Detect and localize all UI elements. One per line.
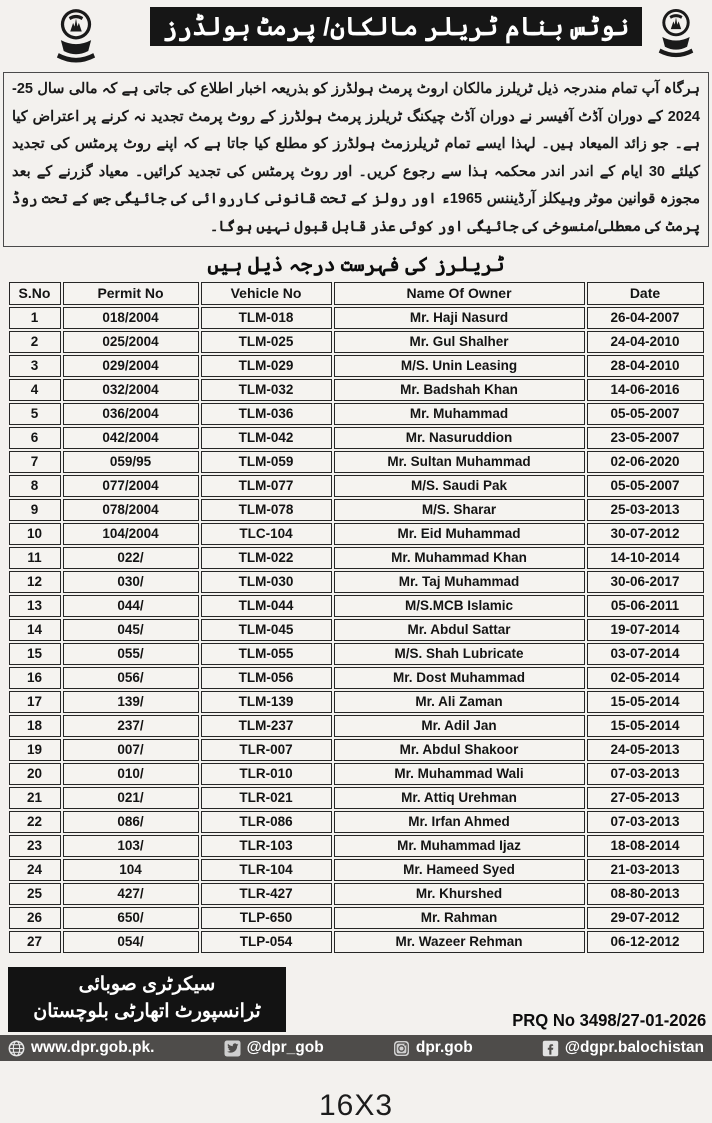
- permit-cell: 032/2004: [63, 379, 199, 401]
- date-cell: 26-04-2007: [587, 307, 704, 329]
- owner-cell: Mr. Nasuruddion: [334, 427, 585, 449]
- table-row: [9, 427, 704, 449]
- date-cell: 24-05-2013: [587, 739, 704, 761]
- permit-cell: 086/: [63, 811, 199, 833]
- table-row: [9, 907, 704, 929]
- owner-cell: Mr. Wazeer Rehman: [334, 931, 585, 953]
- twitter-bird-icon: [224, 1040, 241, 1057]
- vehicle-cell: TLC-104: [201, 523, 332, 545]
- table-row: [9, 787, 704, 809]
- vehicle-cell: TLP-650: [201, 907, 332, 929]
- date-cell: 25-03-2013: [587, 499, 704, 521]
- permit-cell: 042/2004: [63, 427, 199, 449]
- sno-cell: 13: [9, 595, 61, 617]
- notice-header: [0, 0, 712, 69]
- vehicle-cell: TLM-077: [201, 475, 332, 497]
- vehicle-cell: TLR-010: [201, 763, 332, 785]
- table-row: [9, 547, 704, 569]
- permit-cell: 103/: [63, 835, 199, 857]
- owner-cell: Mr. Abdul Shakoor: [334, 739, 585, 761]
- sno-cell: 25: [9, 883, 61, 905]
- date-cell: 14-06-2016: [587, 379, 704, 401]
- table-row: [9, 835, 704, 857]
- vehicle-cell: TLM-055: [201, 643, 332, 665]
- sno-cell: 15: [9, 643, 61, 665]
- permit-cell: 056/: [63, 667, 199, 689]
- table-row: [9, 403, 704, 425]
- facebook-icon: [542, 1040, 559, 1057]
- table-row: [9, 667, 704, 689]
- vehicle-cell: TLR-427: [201, 883, 332, 905]
- facebook-item: [542, 1039, 704, 1057]
- permit-cell: 022/: [63, 547, 199, 569]
- globe-icon: [8, 1040, 25, 1057]
- date-cell: 15-05-2014: [587, 715, 704, 737]
- owner-cell: Mr. Rahman: [334, 907, 585, 929]
- owner-cell: Mr. Badshah Khan: [334, 379, 585, 401]
- table-row: [9, 355, 704, 377]
- date-cell: 23-05-2007: [587, 427, 704, 449]
- owner-cell: Mr. Sultan Muhammad: [334, 451, 585, 473]
- vehicle-cell: TLM-036: [201, 403, 332, 425]
- owner-cell: Mr. Adil Jan: [334, 715, 585, 737]
- sno-cell: 16: [9, 667, 61, 689]
- signatory-box: [8, 967, 286, 1032]
- sno-cell: 23: [9, 835, 61, 857]
- vehicle-cell: TLM-030: [201, 571, 332, 593]
- sno-cell: 9: [9, 499, 61, 521]
- date-cell: 24-04-2010: [587, 331, 704, 353]
- date-cell: 18-08-2014: [587, 835, 704, 857]
- sno-cell: 8: [9, 475, 61, 497]
- prq-number: PRQ No 3498/27-01-2026: [511, 1010, 706, 1031]
- col-header-permit: Permit No: [63, 282, 199, 305]
- vehicle-cell: TLM-045: [201, 619, 332, 641]
- notice-body-paragraph: ہرگاہ آپ تمام مندرجہ ذیل ٹریلرز مالکان اروٹ پرمٹ ہولڈرز کو بذریعہ اخبار اطلاع کی جاتی ہے کہ مالی سال 25-2024 کے دوران آڈٹ آفیسر نے دوران آڈٹ چیکنگ ٹریلرز پرمٹ ہولڈرز کے روٹ پرمٹ تجدید نہ کرنے پر اعتراض کیا ہے۔ جو زائد المیعاد ہیں۔ لہذا ایسے تمام ٹریلرزمٹ ہولڈرز کو مطلع کیا جاتا ہے کہ اپنے روٹ پرمٹس کی تجدید کیلئے 30 ایام کے اندر اندر محکمہ ہذا سے رجوع کریں۔ اور روٹ پرمٹس کی تجدید کرائیں۔ معیاد گزرنے کے بعد مجوزہ قوانین موٹر وہیکلز آرڈیننس 1965ء اور رولز کے تحت قانونی کارروائی کی جائیگی جس کے تحت روڈ پرمٹ کی معطلی/منسوخی کی جائیگی اور کوئی عذر قابل قبول نہیں ہوگا۔: [3, 72, 709, 247]
- table-row: [9, 883, 704, 905]
- sno-cell: 26: [9, 907, 61, 929]
- notice-title: نوٹس بنام ٹریلر مالکان/ پرمٹ ہولڈرز: [150, 7, 642, 46]
- vehicle-cell: TLM-018: [201, 307, 332, 329]
- table-row: [9, 523, 704, 545]
- sno-cell: 7: [9, 451, 61, 473]
- vehicle-cell: TLR-007: [201, 739, 332, 761]
- vehicle-cell: TLM-025: [201, 331, 332, 353]
- permit-cell: 427/: [63, 883, 199, 905]
- website-url: www.dpr.gob.pk.: [31, 1039, 155, 1057]
- permit-cell: 077/2004: [63, 475, 199, 497]
- owner-cell: Mr. Dost Muhammad: [334, 667, 585, 689]
- table-row: [9, 859, 704, 881]
- vehicle-cell: TLM-059: [201, 451, 332, 473]
- date-cell: 29-07-2012: [587, 907, 704, 929]
- owner-cell: Mr. Hameed Syed: [334, 859, 585, 881]
- date-cell: 06-12-2012: [587, 931, 704, 953]
- date-cell: 02-06-2020: [587, 451, 704, 473]
- owner-cell: Mr. Attiq Urehman: [334, 787, 585, 809]
- table-row: [9, 307, 704, 329]
- table-row: [9, 931, 704, 953]
- date-cell: 05-05-2007: [587, 403, 704, 425]
- permit-cell: 139/: [63, 691, 199, 713]
- owner-cell: Mr. Muhammad Wali: [334, 763, 585, 785]
- table-row: [9, 811, 704, 833]
- signatory-line1: سیکرٹری صوبائی: [78, 974, 216, 995]
- twitter-item: [224, 1039, 324, 1057]
- owner-cell: M/S.MCB Islamic: [334, 595, 585, 617]
- date-cell: 27-05-2013: [587, 787, 704, 809]
- vehicle-cell: TLM-022: [201, 547, 332, 569]
- permit-cell: 044/: [63, 595, 199, 617]
- owner-cell: Mr. Abdul Sattar: [334, 619, 585, 641]
- sno-cell: 19: [9, 739, 61, 761]
- table-row: [9, 715, 704, 737]
- vehicle-cell: TLR-086: [201, 811, 332, 833]
- sno-cell: 1: [9, 307, 61, 329]
- vehicle-cell: TLM-029: [201, 355, 332, 377]
- sno-cell: 20: [9, 763, 61, 785]
- permit-cell: 025/2004: [63, 331, 199, 353]
- vehicle-cell: TLM-044: [201, 595, 332, 617]
- permit-cell: 045/: [63, 619, 199, 641]
- permit-cell: 104/2004: [63, 523, 199, 545]
- facebook-handle: @dgpr.balochistan: [564, 1039, 704, 1057]
- sno-cell: 22: [9, 811, 61, 833]
- twitter-handle: @dpr_gob: [246, 1039, 324, 1057]
- date-cell: 02-05-2014: [587, 667, 704, 689]
- sno-cell: 12: [9, 571, 61, 593]
- table-row: [9, 499, 704, 521]
- instagram-icon: [393, 1040, 410, 1057]
- date-cell: 15-05-2014: [587, 691, 704, 713]
- owner-cell: M/S. Saudi Pak: [334, 475, 585, 497]
- instagram-item: [393, 1039, 473, 1057]
- table-row: [9, 763, 704, 785]
- table-row: [9, 475, 704, 497]
- vehicle-cell: TLM-042: [201, 427, 332, 449]
- col-header-owner: Name Of Owner: [334, 282, 585, 305]
- sno-cell: 6: [9, 427, 61, 449]
- table-header-row: [9, 282, 704, 305]
- social-bar: [0, 1035, 712, 1061]
- sno-cell: 24: [9, 859, 61, 881]
- owner-cell: Mr. Eid Muhammad: [334, 523, 585, 545]
- permit-cell: 030/: [63, 571, 199, 593]
- vehicle-cell: TLR-104: [201, 859, 332, 881]
- vehicle-cell: TLM-078: [201, 499, 332, 521]
- date-cell: 19-07-2014: [587, 619, 704, 641]
- permit-cell: 104: [63, 859, 199, 881]
- table-row: [9, 619, 704, 641]
- owner-cell: Mr. Irfan Ahmed: [334, 811, 585, 833]
- permit-cell: 055/: [63, 643, 199, 665]
- sno-cell: 5: [9, 403, 61, 425]
- col-header-sno: S.No: [9, 282, 61, 305]
- date-cell: 30-07-2012: [587, 523, 704, 545]
- sno-cell: 10: [9, 523, 61, 545]
- owner-cell: Mr. Muhammad Ijaz: [334, 835, 585, 857]
- instagram-handle: dpr.gob: [415, 1039, 473, 1057]
- vehicle-cell: TLP-054: [201, 931, 332, 953]
- vehicle-cell: TLR-103: [201, 835, 332, 857]
- authority-emblem-right-icon: [642, 5, 710, 63]
- permit-cell: 021/: [63, 787, 199, 809]
- permits-table: [7, 280, 706, 955]
- date-cell: 07-03-2013: [587, 763, 704, 785]
- date-cell: 30-06-2017: [587, 571, 704, 593]
- sno-cell: 27: [9, 931, 61, 953]
- permit-cell: 018/2004: [63, 307, 199, 329]
- permit-cell: 078/2004: [63, 499, 199, 521]
- authority-emblem-left-icon: [2, 5, 150, 69]
- date-cell: 14-10-2014: [587, 547, 704, 569]
- date-cell: 08-80-2013: [587, 883, 704, 905]
- permit-cell: 010/: [63, 763, 199, 785]
- table-row: [9, 691, 704, 713]
- sno-cell: 17: [9, 691, 61, 713]
- sno-cell: 11: [9, 547, 61, 569]
- vehicle-cell: TLR-021: [201, 787, 332, 809]
- vehicle-cell: TLM-139: [201, 691, 332, 713]
- permit-cell: 036/2004: [63, 403, 199, 425]
- owner-cell: M/S. Sharar: [334, 499, 585, 521]
- owner-cell: Mr. Haji Nasurd: [334, 307, 585, 329]
- ad-size-label: 16X3: [318, 1089, 394, 1123]
- sno-cell: 18: [9, 715, 61, 737]
- date-cell: 05-06-2011: [587, 595, 704, 617]
- vehicle-cell: TLM-237: [201, 715, 332, 737]
- sno-cell: 4: [9, 379, 61, 401]
- owner-cell: M/S. Shah Lubricate: [334, 643, 585, 665]
- permit-cell: 650/: [63, 907, 199, 929]
- owner-cell: Mr. Ali Zaman: [334, 691, 585, 713]
- col-header-date: Date: [587, 282, 704, 305]
- sno-cell: 3: [9, 355, 61, 377]
- vehicle-cell: TLM-056: [201, 667, 332, 689]
- owner-cell: M/S. Unin Leasing: [334, 355, 585, 377]
- vehicle-cell: TLM-032: [201, 379, 332, 401]
- owner-cell: Mr. Muhammad Khan: [334, 547, 585, 569]
- table-row: [9, 331, 704, 353]
- list-heading: ٹریلرز کی فہرست درجہ ذیل ہیں: [207, 254, 505, 276]
- table-row: [9, 379, 704, 401]
- date-cell: 07-03-2013: [587, 811, 704, 833]
- permit-cell: 054/: [63, 931, 199, 953]
- signatory-line2: ٹرانسپورٹ اتھارٹی بلوچستان: [33, 1000, 261, 1022]
- table-row: [9, 451, 704, 473]
- table-row: [9, 643, 704, 665]
- date-cell: 03-07-2014: [587, 643, 704, 665]
- permit-cell: 007/: [63, 739, 199, 761]
- date-cell: 05-05-2007: [587, 475, 704, 497]
- table-row: [9, 739, 704, 761]
- owner-cell: Mr. Muhammad: [334, 403, 585, 425]
- sno-cell: 2: [9, 331, 61, 353]
- owner-cell: Mr. Khurshed: [334, 883, 585, 905]
- owner-cell: Mr. Gul Shalher: [334, 331, 585, 353]
- website-item: [8, 1039, 154, 1057]
- date-cell: 21-03-2013: [587, 859, 704, 881]
- owner-cell: Mr. Taj Muhammad: [334, 571, 585, 593]
- sno-cell: 14: [9, 619, 61, 641]
- table-row: [9, 571, 704, 593]
- footer-row: [8, 967, 706, 1032]
- permit-cell: 059/95: [63, 451, 199, 473]
- col-header-vehicle: Vehicle No: [201, 282, 332, 305]
- sno-cell: 21: [9, 787, 61, 809]
- permit-cell: 237/: [63, 715, 199, 737]
- table-row: [9, 595, 704, 617]
- permit-cell: 029/2004: [63, 355, 199, 377]
- date-cell: 28-04-2010: [587, 355, 704, 377]
